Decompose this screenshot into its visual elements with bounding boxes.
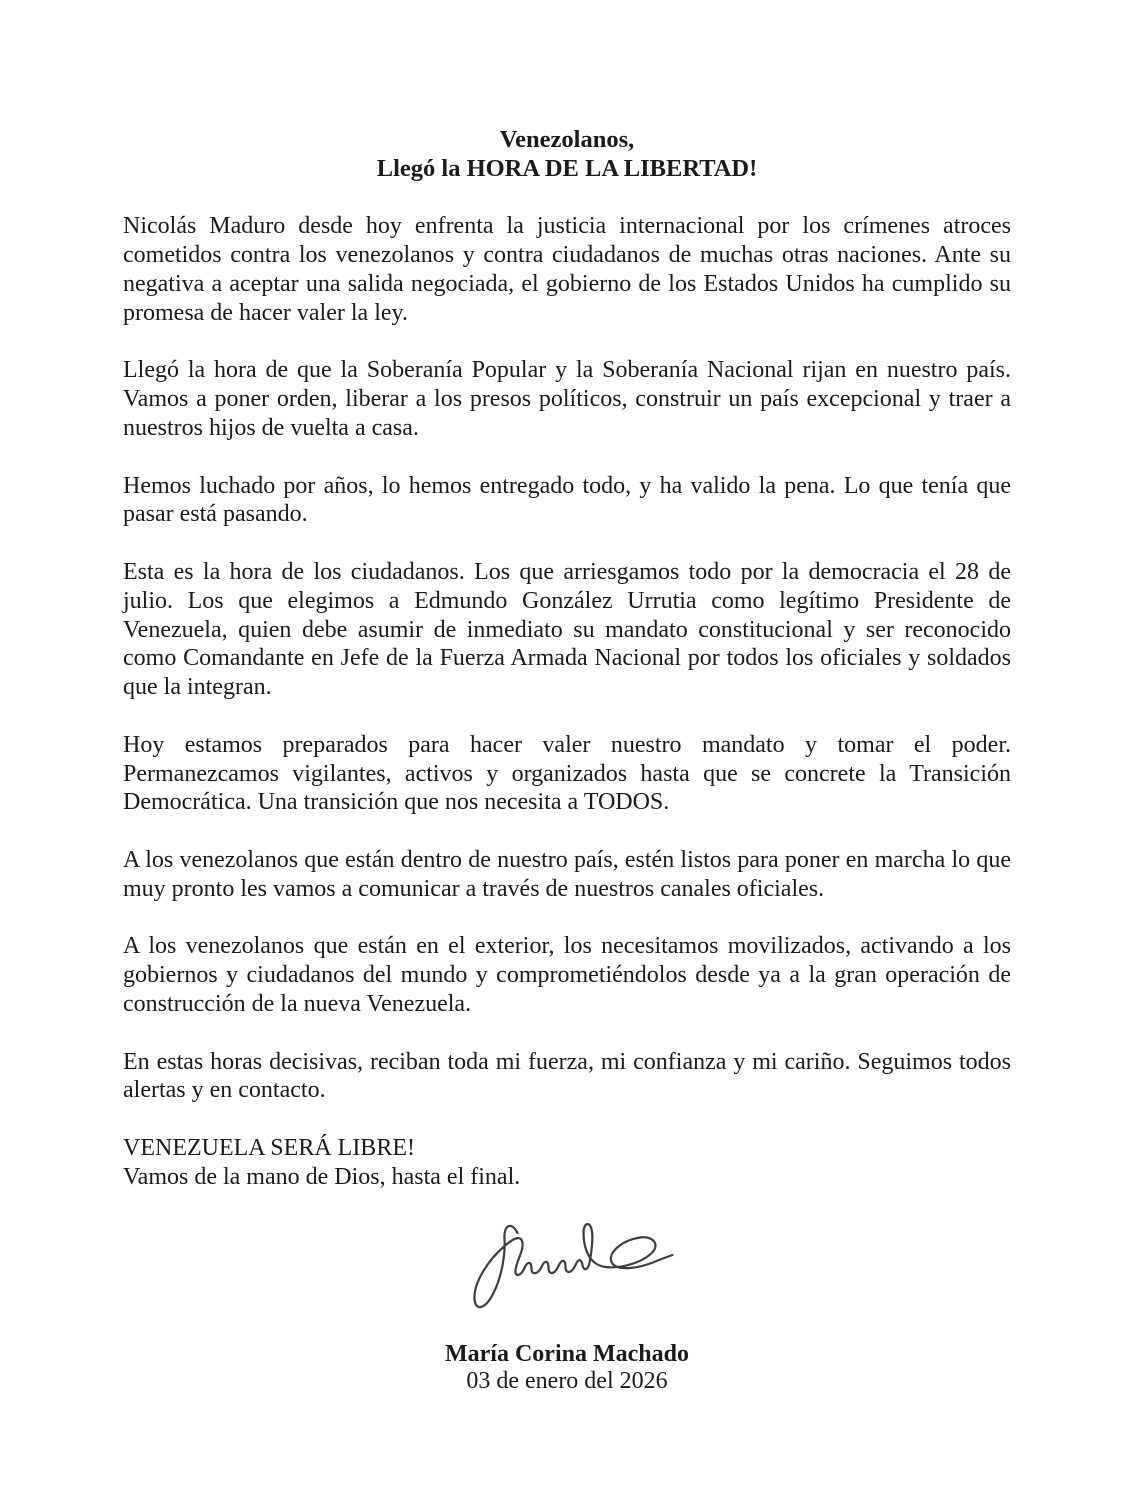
paragraph-venezolanos-dentro: A los venezolanos que están dentro de nuestro país, estén listos para poner en marcha lo que muy pronto les vamos a comunicar a través de nuestros canales oficiales. <box>123 846 1011 902</box>
closing-block <box>123 1134 1011 1192</box>
signature-image <box>458 1213 676 1313</box>
signoff-block <box>123 1341 1011 1395</box>
paragraph-soberania: Llegó la hora de que la Soberanía Popular y la Soberanía Nacional rijan en nuestro país. Vamos a poner orden, liberar a los presos políticos, construir un país excepcional y traer a nuestros hijos de vuelta a casa. <box>123 357 1011 441</box>
heading-line-2: Llegó la HORA DE LA LIBERTAD! <box>376 154 758 182</box>
letter-body <box>123 212 1011 1191</box>
paragraph-horas-decisivas: En estas horas decisivas, reciban toda mi fuerza, mi confianza y mi cariño. Seguimos todos alertas y en contacto. <box>123 1048 1011 1104</box>
paragraph-hora-ciudadanos: Esta es la hora de los ciudadanos. Los que arriesgamos todo por la democracia el 28 de julio. Los que elegimos a Edmundo González Urrutia como legítimo Presidente de Venezuela, quien debe asumir de inmediato su mandato constitucional y ser reconocido como Comandante en Jefe de la Fuerza Armada Nacional por todos los oficiales y soldados que la integran. <box>123 558 1011 701</box>
paragraph-hemos-luchado: Hemos luchado por años, lo hemos entregado todo, y ha valido la pena. Lo que tenía que pasar está pasando. <box>123 472 1011 528</box>
closing-line-dios: Vamos de la mano de Dios, hasta el final. <box>123 1163 521 1190</box>
paragraph-preparados: Hoy estamos preparados para hacer valer nuestro mandato y tomar el poder. Permanezcamos vigilantes, activos y organizados hasta que se concrete la Transición Democrática. Una transición que nos necesita a TODOS. <box>123 731 1011 816</box>
signoff-date: 03 de enero del 2026 <box>466 1368 668 1395</box>
paragraph-venezolanos-exterior: A los venezolanos que están en el exterior, los necesitamos movilizados, activando a los gobiernos y ciudadanos del mundo y comprometiéndolos desde ya a la gran operación de construcción de la nueva Venezuela. <box>123 933 1011 1017</box>
letter-heading <box>123 126 1011 184</box>
signoff-name: María Corina Machado <box>445 1341 689 1368</box>
paragraph-maduro-justice: Nicolás Maduro desde hoy enfrenta la justicia internacional por los crímenes atroces cometidos contra los venezolanos y contra ciudadanos de muchas otras naciones. Ante su negativa a aceptar una salida negociada, el gobierno de los Estados Unidos ha cumplido su promesa de hacer valer la ley. <box>123 213 1011 326</box>
heading-line-1: Venezolanos, <box>499 126 635 153</box>
closing-line-libre: VENEZUELA SERÁ LIBRE! <box>123 1134 415 1161</box>
signature-area <box>123 1213 1011 1313</box>
